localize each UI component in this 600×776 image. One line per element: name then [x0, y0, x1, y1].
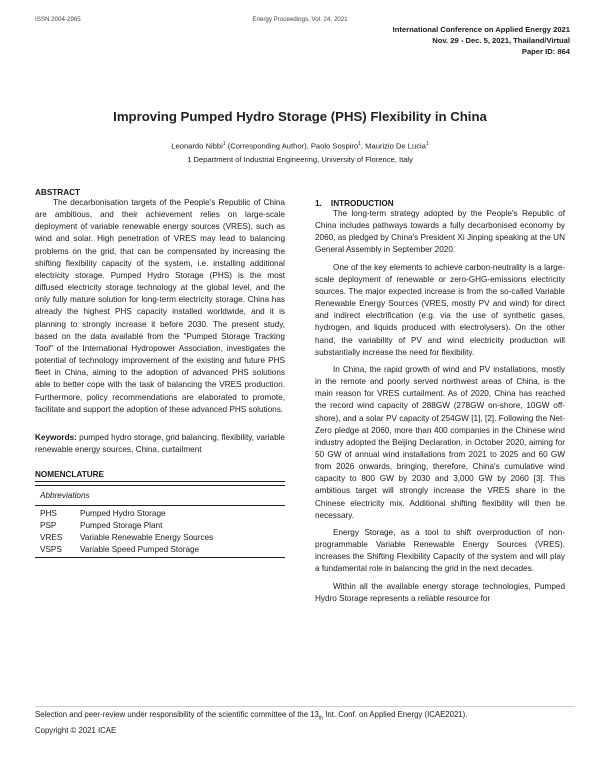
nomenclature-table: [35, 485, 285, 558]
abstract-heading: ABSTRACT: [35, 188, 81, 197]
intro-paragraph: One of the key elements to achieve carbon-neutrality is a large-scale deployment of renewable or zero-GHG-emissions electricity sources. The major expected increase is from the so-called Variable Renewable Energy Sources (VRES, mostly PV and wind) for direct and indirect electrification (e.g. via the use of synthetic gases, hydrogen, and liquids produced with electrolysers). On the other hand, the variability of PV and wind electricity production will substantially increase the need for flexibility.: [315, 262, 565, 357]
intro-paragraph: Energy Storage, as a tool to shift overproduction of non-programmable Variable Renewable Energy Sources (VRES), increases the Shifting Flexibility Capacity of the system and will play a fundamental role in balancing the grid in the next decades.: [315, 527, 565, 574]
keywords-label: Keywords:: [35, 432, 77, 442]
author-1: Leonardo Nibbi: [171, 141, 223, 151]
keywords-text: pumped hydro storage, grid balancing, flexibility, variable renewable energy sources, China, curtailment: [35, 432, 285, 454]
paper-id: Paper ID: 864: [521, 47, 570, 56]
nomenclature-heading: NOMENCLATURE: [35, 470, 285, 482]
footer-review-note: Selection and peer-review under responsibility of the scientific committee of the $13_{th}$ Int. Conf. on Applied Energy (ICAE2021).: [35, 710, 468, 722]
table-row: PHS Pumped Hydro Storage: [40, 509, 166, 519]
table-row: VRES Variable Renewable Energy Sources: [40, 533, 214, 543]
left-column: [35, 188, 285, 558]
nomenclature-rows: [35, 506, 285, 557]
paper-title: Improving Pumped Hydro Storage (PHS) Flexibility in China: [113, 109, 487, 124]
intro-paragraph: Within all the available energy storage technologies, Pumped Hydro Storage represents a reliable resource for: [315, 581, 565, 603]
keywords: [35, 432, 285, 456]
issn: ISSN 2004-2965: [35, 16, 81, 23]
intro-paragraph: In China, the rapid growth of wind and PV installations, mostly in the remote and poorly served northwest areas of China, is the main reason for VRES curtailment. As of 2020, China has reached the record wind capacity of 288GW (278GW on-shore, 10GW off-shore), and a solar PV capacity of 254GW [1], [2]. Following the Net-Zero pledge at 2060, more than 400 companies in the Chinese wind industry adopted the Beijing Declaration, in October 2020, aiming for 50 GW of annual wind installations from 2021 to 2025 and 60 GW from 2026 onwards, bringing, therefore, China's cumulative wind capacity to 800 GW by 2030 and 3,000 GW by 2060 [3]. This ambitious target will strongly increase the VRES share in the Chinese electricity mix. Additional shifting flexibility will then be necessary.: [315, 364, 565, 520]
author-list: Leonardo Nibbi$^1$ (Corresponding Author), Paolo Sospiro$^1$, Maurizio De Lucia$^1$: [171, 141, 429, 151]
affiliation: 1 Department of Industrial Engineering, University of Florence, Italy: [187, 155, 413, 164]
conference-name: International Conference on Applied Energy 2021: [392, 25, 570, 34]
nomenclature-subheading: Abbreviations: [35, 486, 285, 506]
introduction-heading: 1. INTRODUCTION: [315, 199, 394, 208]
footer: [35, 706, 575, 736]
right-column: [315, 199, 565, 605]
conference-dates: Nov. 29 - Dec. 5, 2021, Thailand/Virtual: [432, 36, 570, 45]
abstract-body: [35, 197, 285, 416]
conference-info: [393, 24, 570, 57]
journal-name: Energy Proceedings, Vol. 24, 2021: [252, 16, 348, 23]
abstract-text: The decarbonisation targets of the People's Republic of China are ambitious, and their achievement relies on large-scale deployment of variable renewable energy sources (VRES), such as wind and solar. High penetration of VRES may lead to balancing problems on the grid, that can be compensated by increasing the shifting flexibility capacity of the system, i.e. installing additional electricity storage. Pumped Hydro Storage (PHS) is the most diffused electricity storage technology at the global level, and the only fully mature solution for long-term electricity storage. China has already the highest PHS capacity installed worldwide, and it is planning to strongly increase it before 2030. The present study, based on the data available from the "Pumped Storage Tracking Tool" of the International Hydropower Association, investigates the potential of technology improvement of the existing and future PHS fleet in China, aiming to the adoption of advanced PHS solutions able to better cope with the task of balancing the VRES production. Furthermore, policy recommendations are elaborated to promote, facilitate and support the adoption of these advanced PHS solutions.: [35, 198, 285, 414]
intro-paragraph: The long-term strategy adopted by the People's Republic of China includes pathways towards a fully decarbonised economy by 2060, as pledged by China's President Xi Jinping speaking at the UN General Assembly in September 2020.: [315, 209, 565, 255]
author-3: Maurizio De Lucia: [365, 141, 426, 151]
author-2: Paolo Sospiro: [310, 141, 359, 151]
table-row: VSPS Variable Speed Pumped Storage: [40, 545, 200, 555]
introduction-body: [315, 208, 565, 605]
table-row: PSP Pumped Storage Plant: [40, 521, 163, 531]
footer-copyright: Copyright © 2021 ICAE: [35, 725, 117, 735]
